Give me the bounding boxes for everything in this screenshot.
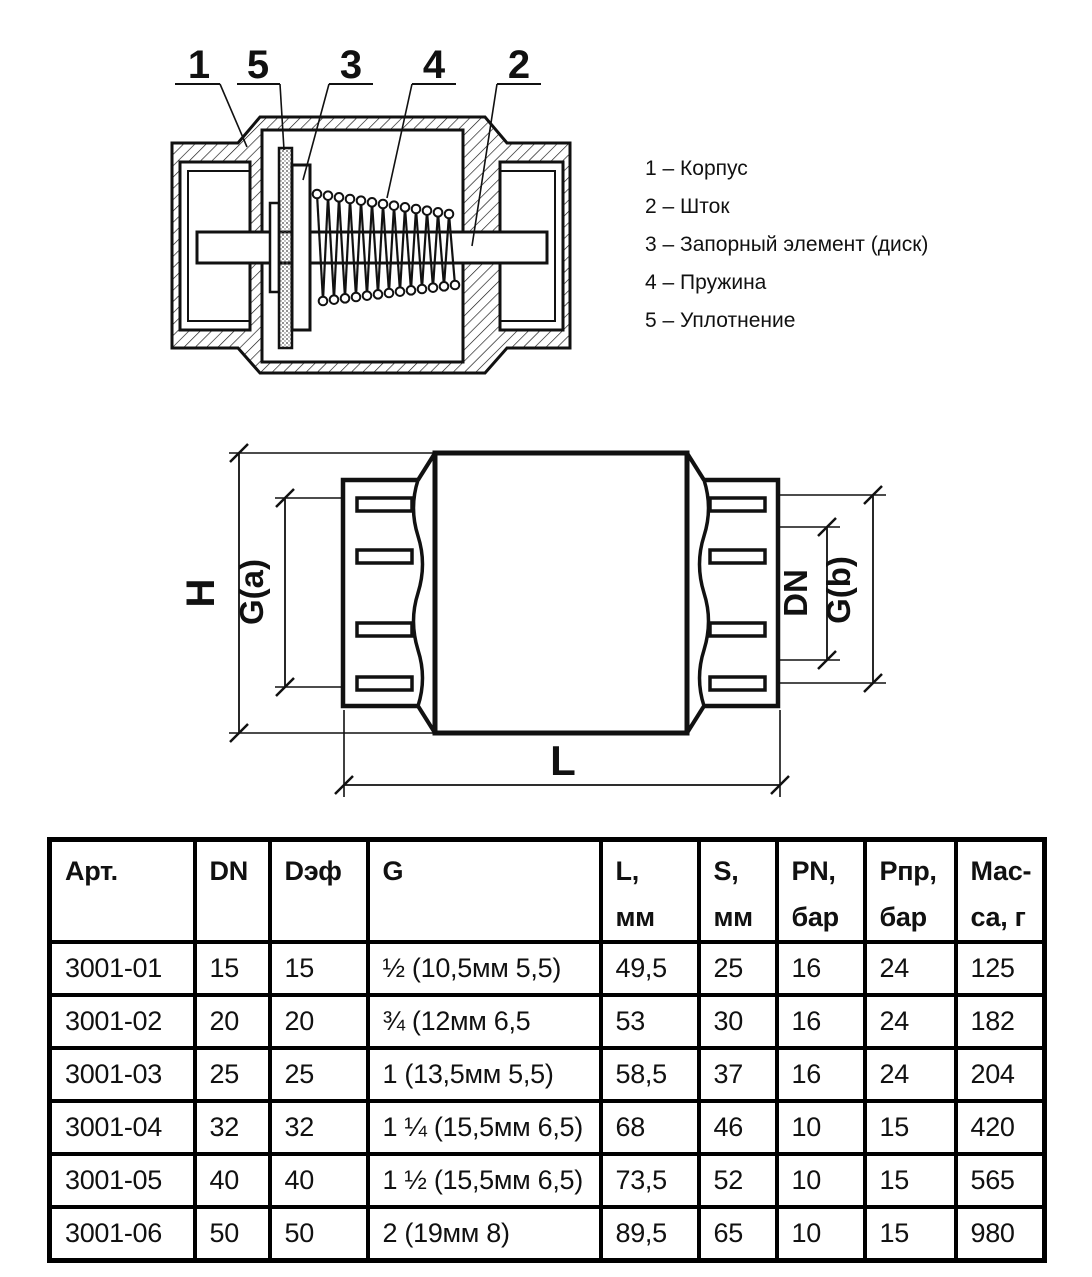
table-cell: 65 — [699, 1207, 777, 1261]
table-cell: 10 — [777, 1101, 865, 1154]
column-header: S, мм — [699, 840, 777, 943]
chamfer-br — [687, 706, 704, 733]
table-cell: 50 — [270, 1207, 368, 1261]
dimension-L-label: L — [550, 737, 576, 784]
table-row — [50, 1154, 1045, 1207]
spec-table-body — [50, 942, 1045, 1261]
table-cell: 3001-02 — [50, 995, 195, 1048]
column-header: G — [368, 840, 601, 943]
table-cell: 3001-03 — [50, 1048, 195, 1101]
stem — [197, 232, 547, 263]
stem-washer — [270, 203, 279, 292]
table-cell: 46 — [699, 1101, 777, 1154]
table-cell: 25 — [270, 1048, 368, 1101]
table-cell: 1 ¼ (15,5мм 6,5) — [368, 1101, 601, 1154]
callout-1: 1 — [187, 43, 211, 87]
table-row — [50, 995, 1045, 1048]
table-row — [50, 942, 1045, 995]
table-cell: 20 — [195, 995, 270, 1048]
table-cell: 3001-04 — [50, 1101, 195, 1154]
spec-table-head — [50, 840, 1045, 943]
dimension-Ga-label: G(a) — [233, 559, 270, 625]
spec-table — [47, 837, 1047, 1263]
chamfer-bl — [418, 706, 435, 733]
table-cell: 15 — [865, 1101, 956, 1154]
column-header: Арт. — [50, 840, 195, 943]
legend-item-stem: 2 – Шток — [645, 195, 730, 218]
table-cell: 10 — [777, 1207, 865, 1261]
table-cell: 30 — [699, 995, 777, 1048]
left-fitting — [343, 480, 423, 706]
table-cell: 37 — [699, 1048, 777, 1101]
callout-1-leader — [220, 84, 247, 147]
table-cell: 53 — [601, 995, 699, 1048]
callout-2: 2 — [507, 43, 531, 87]
table-row — [50, 1207, 1045, 1261]
table-cell: 125 — [956, 942, 1045, 995]
table-cell: 2 (19мм 8) — [368, 1207, 601, 1261]
column-header: Рпр, бар — [865, 840, 956, 943]
table-cell: 15 — [270, 942, 368, 995]
chamfer-tl — [418, 453, 435, 480]
table-cell: 89,5 — [601, 1207, 699, 1261]
table-cell: 204 — [956, 1048, 1045, 1101]
column-header: L, мм — [601, 840, 699, 943]
table-cell: 25 — [699, 942, 777, 995]
table-cell: 73,5 — [601, 1154, 699, 1207]
dimension-DN-label: DN — [777, 569, 814, 617]
table-cell: 68 — [601, 1101, 699, 1154]
table-cell: 182 — [956, 995, 1045, 1048]
table-cell: ½ (10,5мм 5,5) — [368, 942, 601, 995]
table-cell: 49,5 — [601, 942, 699, 995]
legend-item-disc: 3 – Запорный элемент (диск) — [645, 233, 929, 256]
table-cell: 15 — [865, 1154, 956, 1207]
table-cell: 1 ½ (15,5мм 6,5) — [368, 1154, 601, 1207]
chamfer-tr — [687, 453, 704, 480]
table-cell: 52 — [699, 1154, 777, 1207]
legend-item-body: 1 – Корпус — [645, 157, 748, 180]
column-header: PN, бар — [777, 840, 865, 943]
callout-4: 4 — [422, 43, 446, 87]
valve-body-outline — [435, 453, 687, 733]
table-cell: 32 — [195, 1101, 270, 1154]
dimension-Gb-label: G(b) — [820, 556, 857, 624]
table-cell: 420 — [956, 1101, 1045, 1154]
disc — [292, 165, 310, 330]
table-cell: 40 — [195, 1154, 270, 1207]
seal — [279, 148, 292, 348]
table-cell: 40 — [270, 1154, 368, 1207]
dimension-drawing — [170, 430, 930, 820]
table-cell: 3001-06 — [50, 1207, 195, 1261]
table-cell: 58,5 — [601, 1048, 699, 1101]
valve-cross-section-diagram — [150, 30, 590, 410]
table-row — [50, 1101, 1045, 1154]
table-cell: ¾ (12мм 6,5 — [368, 995, 601, 1048]
table-cell: 24 — [865, 1048, 956, 1101]
right-fitting — [700, 480, 779, 706]
table-cell: 20 — [270, 995, 368, 1048]
dimension-H-label: H — [179, 578, 223, 608]
column-header: Dэф — [270, 840, 368, 943]
table-cell: 3001-01 — [50, 942, 195, 995]
table-row — [50, 1048, 1045, 1101]
table-cell: 16 — [777, 995, 865, 1048]
dimension-Ga — [275, 489, 343, 696]
callout-3: 3 — [339, 43, 363, 87]
table-cell: 15 — [195, 942, 270, 995]
column-header: Мас- са, г — [956, 840, 1045, 943]
callout-5: 5 — [246, 43, 270, 87]
table-cell: 24 — [865, 995, 956, 1048]
legend-item-spring: 4 – Пружина — [645, 271, 767, 294]
table-cell: 15 — [865, 1207, 956, 1261]
table-cell: 25 — [195, 1048, 270, 1101]
table-cell: 565 — [956, 1154, 1045, 1207]
column-header: DN — [195, 840, 270, 943]
table-cell: 24 — [865, 942, 956, 995]
table-cell: 16 — [777, 1048, 865, 1101]
table-cell: 1 (13,5мм 5,5) — [368, 1048, 601, 1101]
table-cell: 16 — [777, 942, 865, 995]
parts-legend — [645, 150, 928, 340]
table-cell: 3001-05 — [50, 1154, 195, 1207]
table-cell: 10 — [777, 1154, 865, 1207]
table-cell: 980 — [956, 1207, 1045, 1261]
legend-item-seal: 5 – Уплотнение — [645, 309, 796, 332]
table-cell: 50 — [195, 1207, 270, 1261]
table-cell: 32 — [270, 1101, 368, 1154]
